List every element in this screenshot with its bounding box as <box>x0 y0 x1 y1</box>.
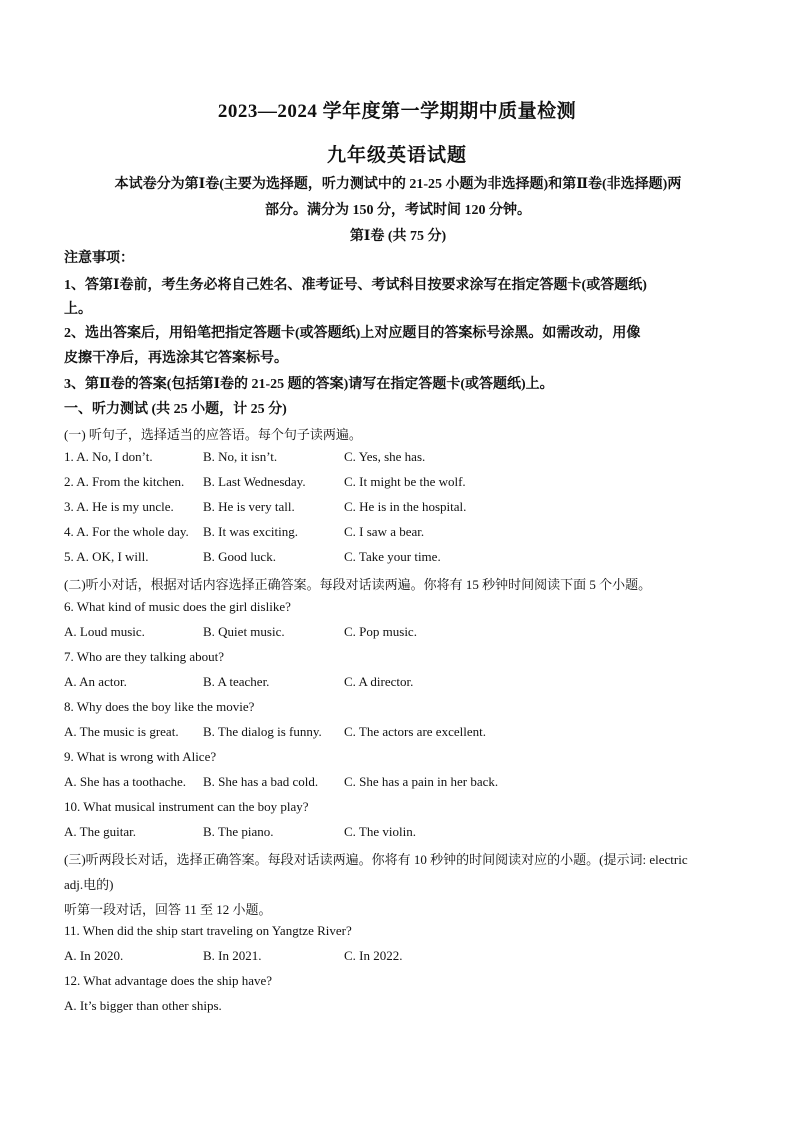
option-c: C. A director. <box>344 674 414 689</box>
option-a: A. It’s bigger than other ships. <box>64 998 222 1013</box>
note-2-line-1: 2、选出答案后，用铅笔把指定答题卡(或答题纸)上对应题目的答案标号涂黑。如需改动，用像 <box>64 326 641 341</box>
note-1-line-1: 1、答第Ⅰ卷前，考生务必将自己姓名、准考证号、考试科目按要求涂写在指定答题卡(或答题纸) <box>64 278 647 293</box>
option-b: B. The dialog is funny. <box>203 724 322 739</box>
option-c: C. The violin. <box>344 824 416 839</box>
part-3-instructions-line-2: adj.电的) <box>64 877 114 892</box>
option-a: 4. A. For the whole day. <box>64 524 189 539</box>
intro-line-1: 本试卷分为第Ⅰ卷(主要为选择题，听力测试中的 21-25 小题为非选择题)和第Ⅱ卷(非选择题)两 <box>114 177 682 192</box>
option-a: A. In 2020. <box>64 948 124 963</box>
option-a: A. She has a toothache. <box>64 774 187 789</box>
part-3-instructions-line-1: (三)听两段长对话，选择正确答案。每段对话读两遍。你将有 10 秒钟的时间阅读对应的小题。(提示词: electric <box>64 852 688 867</box>
option-a: A. Loud music. <box>64 624 145 639</box>
section-1-heading: 一、听力测试 (共 25 小题，计 25 分) <box>64 402 287 417</box>
option-a: A. The music is great. <box>64 724 179 739</box>
option-c: C. Take your time. <box>344 549 441 564</box>
exam-intro <box>64 172 732 250</box>
option-a: A. An actor. <box>64 674 127 689</box>
option-b: B. It was exciting. <box>203 524 298 539</box>
part-2-instructions: (二)听小对话，根据对话内容选择正确答案。每段对话读两遍。你将有 15 秒钟时间阅读下面 5 个小题。 <box>64 577 652 592</box>
option-a: 5. A. OK, I will. <box>64 549 149 564</box>
option-b: B. He is very tall. <box>203 499 295 514</box>
option-b: B. In 2021. <box>203 948 262 963</box>
option-c: C. The actors are excellent. <box>344 724 486 739</box>
question-8: 8. Why does the boy like the movie? <box>64 699 255 714</box>
option-c: C. I saw a bear. <box>344 524 425 539</box>
option-c: C. He is in the hospital. <box>344 499 467 514</box>
question-7: 7. Who are they talking about? <box>64 649 225 664</box>
note-2-line-2: 皮擦干净后，再选涂其它答案标号。 <box>64 351 288 366</box>
option-b: B. Last Wednesday. <box>203 474 306 489</box>
option-a: 3. A. He is my uncle. <box>64 499 174 514</box>
note-3: 3、第Ⅱ卷的答案(包括第Ⅰ卷的 21-25 题的答案)请写在指定答题卡(或答题纸)上。 <box>64 377 554 392</box>
option-b: B. The piano. <box>203 824 274 839</box>
option-b: B. She has a bad cold. <box>203 774 319 789</box>
question-12: 12. What advantage does the ship have? <box>64 973 273 988</box>
part-1-instructions: (一) 听句子，选择适当的应答语。每个句子读两遍。 <box>64 427 362 442</box>
option-c: C. Yes, she has. <box>344 449 426 464</box>
dialog-1-instructions: 听第一段对话，回答 11 至 12 小题。 <box>64 902 272 917</box>
exam-title: 2023—2024 学年度第一学期期中质量检测 <box>217 101 577 122</box>
note-1-line-2: 上。 <box>64 302 92 317</box>
question-11: 11. When did the ship start traveling on Yangtze River? <box>64 923 352 938</box>
option-a: 2. A. From the kitchen. <box>64 474 185 489</box>
question-9: 9. What is wrong with Alice? <box>64 749 217 764</box>
question-10: 10. What musical instrument can the boy play? <box>64 799 309 814</box>
notes-heading: 注意事项： <box>64 251 134 266</box>
option-b: B. A teacher. <box>203 674 270 689</box>
option-b: B. No, it isn’t. <box>203 449 278 464</box>
intro-line-2: 部分。满分为 150 分，考试时间 120 分钟。 <box>265 203 531 218</box>
option-c: C. Pop music. <box>344 624 417 639</box>
option-a: 1. A. No, I don’t. <box>64 449 153 464</box>
option-b: B. Quiet music. <box>203 624 285 639</box>
option-c: C. She has a pain in her back. <box>344 774 499 789</box>
volume-1-heading: 第Ⅰ卷 (共 75 分) <box>349 229 447 244</box>
option-a: A. The guitar. <box>64 824 136 839</box>
option-b: B. Good luck. <box>203 549 276 564</box>
option-c: C. In 2022. <box>344 948 403 963</box>
option-c: C. It might be the wolf. <box>344 474 466 489</box>
exam-subtitle: 九年级英语试题 <box>326 145 467 166</box>
question-6: 6. What kind of music does the girl dislike? <box>64 599 291 614</box>
